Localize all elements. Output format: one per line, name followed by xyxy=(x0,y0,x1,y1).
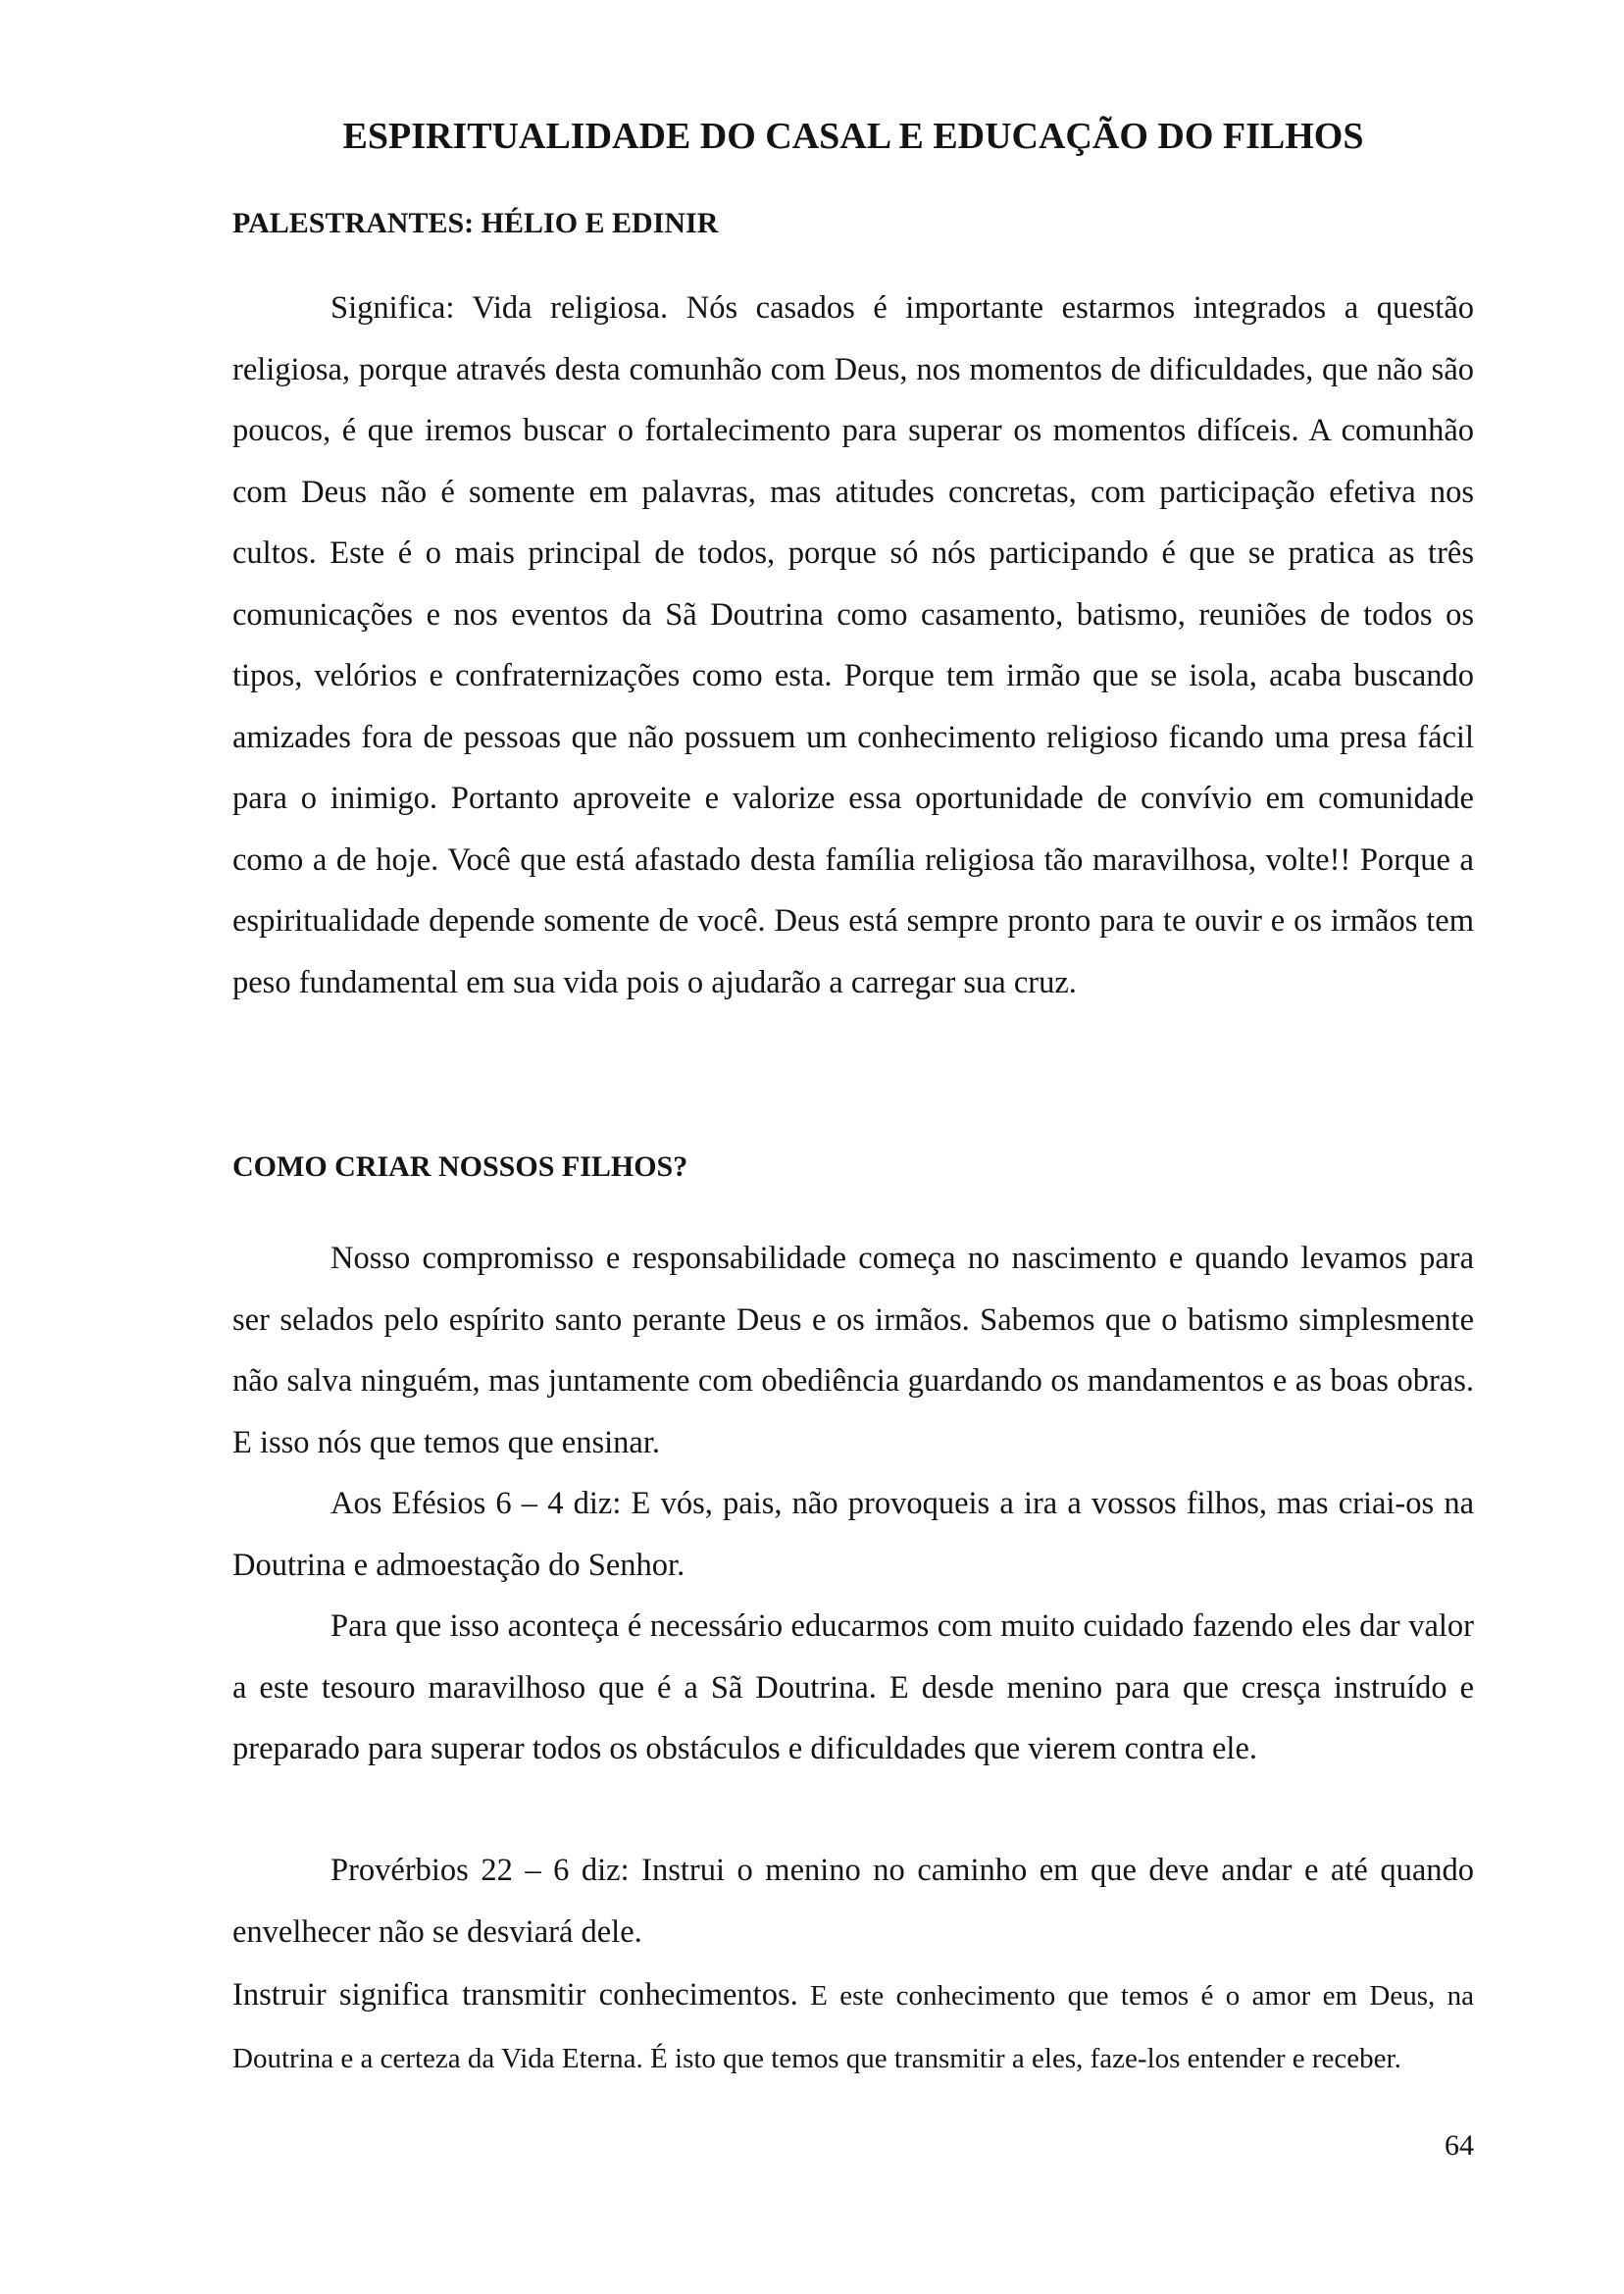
paragraph-commitment: Nosso compromisso e responsabilidade começa no nascimento e quando levamos para ser selados pelo espírito santo perante Deus e os irmãos. Sabemos que o batismo simplesmente não salva ninguém, mas juntamente com obediência guardando os mandamentos e as boas obras. E isso nós que temos que ensinar. xyxy=(232,1241,1474,1460)
document-title: ESPIRITUALIDADE DO CASAL E EDUCAÇÃO DO FILHOS xyxy=(342,116,1364,157)
paragraph-instruct-rest: E este conhecimento que temos é o amor em Deus, na Doutrina e a certeza da Vida Eterna. É isto que temos que transmitir a eles, faze-los entender e receber. xyxy=(232,1980,1474,2074)
paragraph-spirituality: Significa: Vida religiosa. Nós casados é importante estarmos integrados a questão religiosa, porque através desta comunhão com Deus, nos momentos de dificuldades, que não são poucos, é que iremos buscar o fortalecimento para superar os momentos difíceis. A comunhão com Deus não é somente em palavras, mas atitudes concretas, com participação efetiva nos cultos. Este é o mais principal de todos, porque só nós participando é que se pratica as três comunicações e nos eventos da Sã Doutrina como casamento, batismo, reuniões de todos os tipos, velórios e confraternizações como esta. Porque tem irmão que se isola, acaba buscando amizades fora de pessoas que não possuem um conhecimento religioso ficando uma presa fácil para o inimigo. Portanto aproveite e valorize essa oportunidade de convívio em comunidade como a de hoje. Você que está afastado desta família religiosa tão maravilhosa, volte!! Porque a espiritualidade depende somente de você. Deus está sempre pronto para te ouvir e os irmãos tem peso fundamental em sua vida pois o ajudarão a carregar sua cruz. xyxy=(232,290,1474,1000)
paragraph-education: Para que isso aconteça é necessário educarmos com muito cuidado fazendo eles dar valor a este tesouro maravilhoso que é a Sã Doutrina. E desde menino para que cresça instruído e preparado para superar todos os obstáculos e dificuldades que vierem contra ele. xyxy=(232,1608,1474,1766)
speakers-line: PALESTRANTES: HÉLIO E EDINIR xyxy=(232,207,719,239)
page-number: 64 xyxy=(1445,2129,1474,2162)
paragraph-instruct xyxy=(232,1964,1474,2090)
section-heading-children: COMO CRIAR NOSSOS FILHOS? xyxy=(232,1150,688,1183)
paragraph-proverbs: Provérbios 22 – 6 diz: Instrui o menino no caminho em que deve andar e até quando envelhecer não se desviará dele. xyxy=(232,1853,1474,1950)
paragraph-instruct-start: Instruir significa transmitir conhecimentos. xyxy=(232,1977,798,2013)
paragraph-ephesians: Aos Efésios 6 – 4 diz: E vós, pais, não provoqueis a ira a vossos filhos, mas criai-os na Doutrina e admoestação do Senhor. xyxy=(232,1486,1474,1583)
